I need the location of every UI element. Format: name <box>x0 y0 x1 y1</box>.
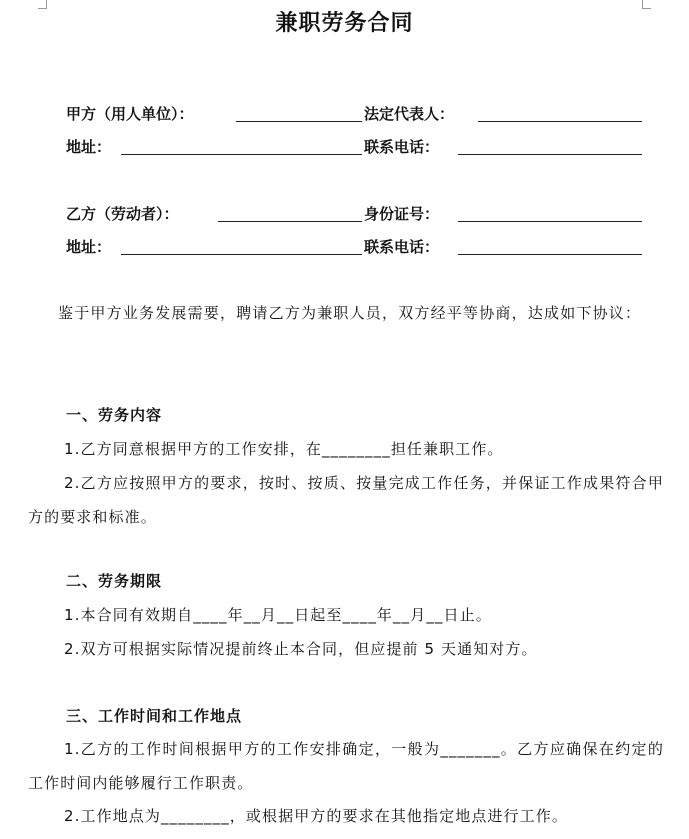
party-a-address-blank[interactable] <box>121 135 362 155</box>
party-b-phone-blank[interactable] <box>458 235 642 255</box>
party-a-rep-label: 法定代表人： <box>364 105 455 123</box>
clause-paragraph: 1.本合同有效期自____年__月__日起至____年__月__日止。 <box>64 606 492 624</box>
clause-paragraph: 2.双方可根据实际情况提前终止本合同，但应提前 5 天通知对方。 <box>64 640 538 658</box>
party-b-name-blank[interactable] <box>218 202 362 222</box>
preamble-paragraph: 鉴于甲方业务发展需要，聘请乙方为兼职人员，双方经平等协商，达成如下协议： <box>58 304 642 322</box>
party-a-phone-blank[interactable] <box>458 135 642 155</box>
section-heading: 二、劳务期限 <box>66 572 163 590</box>
section-heading: 一、劳务内容 <box>66 406 163 424</box>
party-b-name-label: 乙方（劳动者）： <box>66 205 179 223</box>
clause-paragraph: 1.乙方同意根据甲方的工作安排，在________担任兼职工作。 <box>64 440 504 458</box>
party-a-name-label: 甲方（用人单位）： <box>66 105 194 123</box>
clause-paragraph: 1.乙方的工作时间根据甲方的工作安排确定，一般为_______。乙方应确保在约定的工作时间内能够履行工作职责。 <box>28 740 664 792</box>
party-a-phone-label: 联系电话： <box>364 138 440 156</box>
party-b-id-label: 身份证号： <box>364 205 440 223</box>
party-b-id-blank[interactable] <box>458 202 642 222</box>
party-a-name-blank[interactable] <box>236 102 362 122</box>
party-b-address-blank[interactable] <box>121 235 362 255</box>
clause-paragraph: 2.乙方应按照甲方的要求，按时、按质、按量完成工作任务，并保证工作成果符合甲方的要求和标准。 <box>28 474 664 526</box>
section-heading: 三、工作时间和工作地点 <box>66 707 243 725</box>
clause-paragraph: 2.工作地点为________，或根据甲方的要求在其他指定地点进行工作。 <box>64 807 568 825</box>
party-b-phone-label: 联系电话： <box>364 238 440 256</box>
party-a-address-label: 地址： <box>66 138 112 156</box>
document-title: 兼职劳务合同 <box>275 11 414 36</box>
party-a-rep-blank[interactable] <box>478 102 642 122</box>
party-b-address-label: 地址： <box>66 238 112 256</box>
